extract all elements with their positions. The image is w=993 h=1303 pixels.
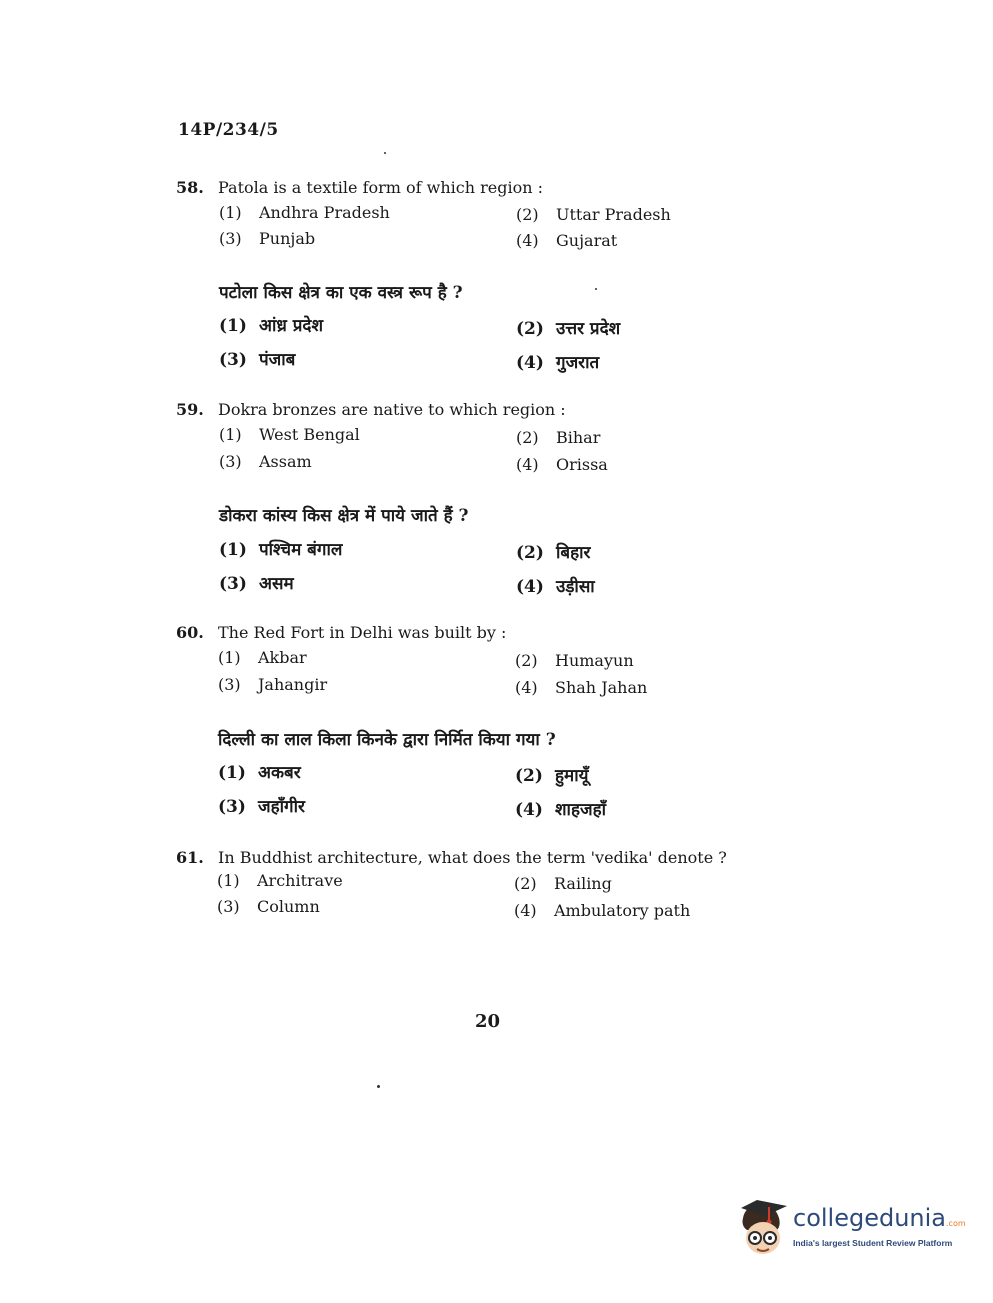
option-4: (4) Shah Jahan bbox=[515, 678, 648, 697]
option-3: (3) Punjab bbox=[219, 229, 316, 248]
option-4-hindi: (4) उड़ीसा bbox=[516, 577, 595, 597]
question-59 bbox=[176, 399, 776, 421]
option-3-hindi: (3) असम bbox=[219, 574, 294, 594]
option-2: (2) Railing bbox=[514, 874, 612, 893]
question-61 bbox=[176, 847, 796, 869]
option-1: (1) West Bengal bbox=[219, 425, 360, 444]
question-text: In Buddhist architecture, what does the term 'vedika' denote ? bbox=[218, 848, 727, 867]
option-4: (4) Ambulatory path bbox=[514, 901, 691, 920]
question-number: 60. bbox=[176, 623, 204, 642]
scan-speck bbox=[595, 288, 597, 290]
paper-code: 14P/234/5 bbox=[178, 120, 279, 140]
logo-suffix: .com bbox=[946, 1219, 966, 1228]
question-number: 59. bbox=[176, 400, 204, 419]
scan-speck bbox=[377, 1085, 380, 1088]
option-1-hindi: (1) पश्चिम बंगाल bbox=[219, 540, 343, 560]
option-2-hindi: (2) हुमायूँ bbox=[515, 766, 589, 786]
question-text-hindi: पटोला किस क्षेत्र का एक वस्त्र रूप है ? bbox=[219, 283, 463, 303]
scan-speck bbox=[384, 152, 386, 154]
question-text: Patola is a textile form of which region : bbox=[218, 178, 544, 197]
question-58 bbox=[176, 177, 776, 199]
option-1: (1) Architrave bbox=[217, 871, 343, 890]
option-2-hindi: (2) बिहार bbox=[516, 543, 591, 563]
option-3: (3) Column bbox=[217, 897, 320, 916]
option-2-hindi: (2) उत्तर प्रदेश bbox=[516, 319, 621, 339]
option-2: (2) Uttar Pradesh bbox=[516, 205, 671, 224]
option-3: (3) Assam bbox=[219, 452, 312, 471]
question-number: 61. bbox=[176, 848, 204, 867]
option-3-hindi: (3) जहाँगीर bbox=[218, 797, 305, 817]
question-text-hindi: डोकरा कांस्य किस क्षेत्र में पाये जाते हैं ? bbox=[219, 506, 469, 526]
option-1-hindi: (1) अकबर bbox=[218, 763, 301, 783]
option-2: (2) Bihar bbox=[516, 428, 601, 447]
option-3: (3) Jahangir bbox=[218, 675, 328, 694]
option-4: (4) Gujarat bbox=[516, 231, 618, 250]
logo-name: collegedunia bbox=[793, 1204, 947, 1232]
collegedunia-logo bbox=[735, 1196, 965, 1266]
question-text: The Red Fort in Delhi was built by : bbox=[218, 623, 507, 642]
logo-tagline: India's largest Student Review Platform bbox=[793, 1238, 953, 1248]
option-1-hindi: (1) आंध्र प्रदेश bbox=[219, 316, 324, 336]
page-number: 20 bbox=[475, 1011, 501, 1032]
question-text: Dokra bronzes are native to which region : bbox=[218, 400, 566, 419]
option-1: (1) Andhra Pradesh bbox=[219, 203, 390, 222]
mascot-icon bbox=[735, 1196, 791, 1258]
option-4-hindi: (4) गुजरात bbox=[516, 353, 600, 373]
question-text-hindi: दिल्ली का लाल किला किनके द्वारा निर्मित किया गया ? bbox=[218, 730, 556, 750]
question-60 bbox=[176, 622, 776, 644]
option-4: (4) Orissa bbox=[516, 455, 608, 474]
option-3-hindi: (3) पंजाब bbox=[219, 350, 296, 370]
option-4-hindi: (4) शाहजहाँ bbox=[515, 800, 607, 820]
option-2: (2) Humayun bbox=[515, 651, 634, 670]
question-number: 58. bbox=[176, 178, 204, 197]
option-1: (1) Akbar bbox=[218, 648, 307, 667]
